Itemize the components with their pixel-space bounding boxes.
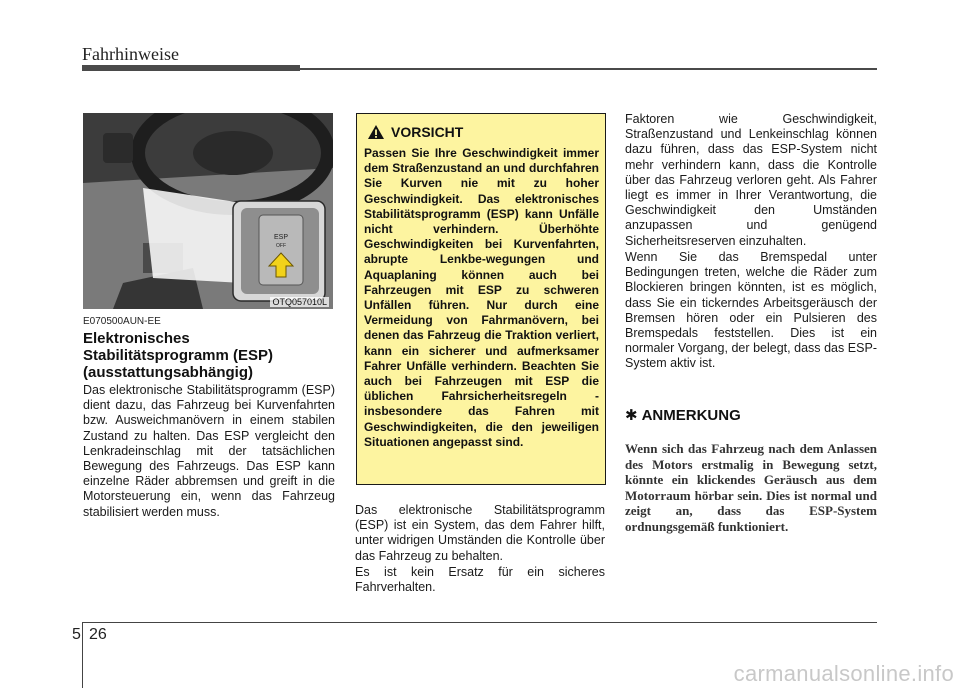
header-rule-thick (82, 65, 300, 71)
figure-code: OTQ057010L (272, 297, 327, 307)
page-header-title: Fahrhinweise (82, 44, 179, 64)
dashboard-illustration (83, 113, 333, 309)
caution-text: Passen Sie Ihre Geschwindigkeit immer dem Straßenzustand an und durchfahren Sie Kurven nie mit zu hoher Geschwindigkeit. Das elektronisches Stabilitätsprogramm (ESP) kann Unfälle nicht verhindern. Überhöhte Geschwindigkeiten bei Kurvenfahrten, abrupte Lenkbe-wegungen und Aquaplaning können auch bei Fahrzeugen mit ESP zu schweren Unfällen führen. Nur durch eine Vermeidung von Fahrmanövern, bei denen das Fahrzeug die Traktion verliert, kann ein sicherer und aufmerksamer Fahrer Unfälle verhindern. Beachten Sie auch bei Fahrzeugen mit ESP die üblichen Fahrsicherheitsregeln - insbesondere das Fahren mit Geschwindigkeiten, die den jeweiligen Situationen angepasst sind. (364, 146, 599, 449)
svg-text:OFF: OFF (276, 243, 286, 249)
section-heading-line3: (ausstattungsabhängig) (83, 364, 254, 381)
section-heading (83, 330, 335, 381)
section-heading-line1: Elektronisches (83, 330, 190, 347)
note-text: Wenn sich das Fahrzeug nach dem Anlassen des Motors erstmalig in Bewegung setzt, könnte ein klickendes Geräusch aus dem Motorraum hörbar sein. Dies ist normal und zeigt an, dass das ESP-System ordnungsgemäß funktioniert. (625, 441, 877, 534)
svg-text:ESP: ESP (273, 234, 289, 241)
warning-triangle-icon (367, 124, 385, 140)
caution-box (356, 113, 606, 485)
footer-vertical-rule (82, 622, 83, 688)
dashboard-photo (83, 113, 333, 309)
page-section-number: 5 (72, 626, 81, 643)
esp-intro-paragraph: Das elektronische Stabilitätsprogramm (ESP) dient dazu, das Fahrzeug bei Kurvenfahrten bzw. Ausweichmanövern in einem stabilen Zustand zu halten. Das ESP vergleicht den Lenkradeinschlag mit der tatsächlichen Bewegung des Fahrzeugs. Das ESP kann einzelne Räder abbremsen und greift in die Motorsteuerung ein, wenn das Fahrzeug stabilisiert werden muss. (83, 383, 335, 519)
brake-pedal-paragraph: Wenn Sie das Bremspedal unter Bedingungen treten, welche die Räder zum Blockieren bringen könnten, ist es möglich, dass Sie ein tickerndes Arbeitsgeräusch der Bremsen hören oder ein Pulsieren des Bremspedals feststellen. Dies ist ein normaler Vorgang, der belegt, dass das ESP-System aktiv ist. (625, 250, 877, 371)
note-star-icon: ✱ (625, 407, 638, 424)
header-rule-thin (300, 68, 877, 70)
section-ref-code: E070500AUN-EE (83, 316, 161, 327)
esp-system-paragraph: Das elektronische Stabilitätsprogramm (ESP) ist ein System, das dem Fahrer hilft, unter widrigen Umständen die Kontrolle über das Fahrzeug zu behalten. (355, 503, 605, 563)
caution-title: VORSICHT (391, 124, 464, 140)
page-number: 26 (89, 626, 107, 643)
caution-header (367, 124, 463, 140)
watermark: carmanualsonline.info (733, 661, 954, 686)
note-heading (625, 406, 741, 424)
no-substitute-paragraph: Es ist kein Ersatz für ein sicheres Fahrverhalten. (355, 565, 605, 595)
note-heading-label: ANMERKUNG (641, 406, 741, 424)
footer-rule (82, 622, 877, 623)
section-heading-line2: Stabilitätsprogramm (ESP) (83, 347, 274, 364)
factors-paragraph: Faktoren wie Geschwindigkeit, Straßenzustand und Lenkeinschlag können dazu führen, dass das ESP-System nicht mehr verhindern kann, dass die Kontrolle über das Fahrzeug verloren geht. Als Fahrer liegt es immer in Ihrer Verantwortung, die Geschwindigkeit den Umständen anzupassen und genügend Sicherheitsreserven einzuhalten. (625, 112, 877, 248)
